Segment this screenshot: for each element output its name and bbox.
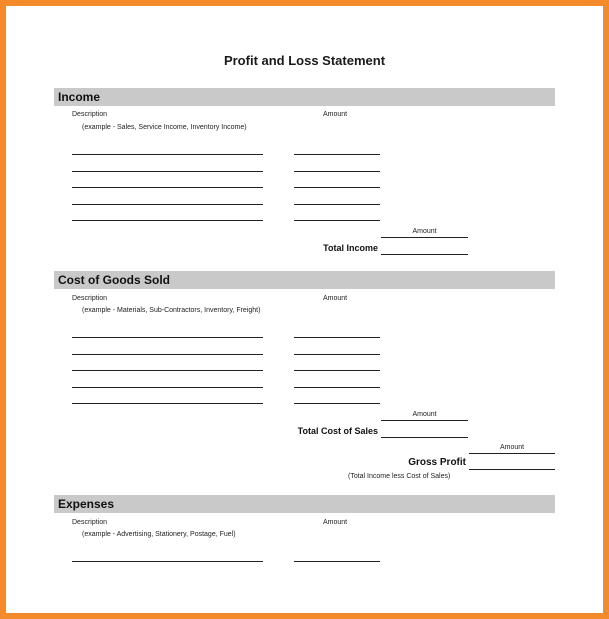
expenses-description-label: Description	[72, 519, 108, 526]
income-amount-line[interactable]	[294, 171, 380, 172]
gross-profit-note: (Total Income less Cost of Sales)	[348, 473, 451, 480]
cogs-amount-line[interactable]	[294, 387, 380, 388]
expenses-section-header	[54, 495, 555, 513]
cogs-subtotal-line	[381, 420, 468, 421]
cogs-subtotal-amount-label: Amount	[412, 411, 437, 418]
cogs-description-line[interactable]	[72, 337, 263, 338]
income-example-text: (example - Sales, Service Income, Inventory Income)	[82, 124, 247, 131]
gross-profit-amount-label: Amount	[499, 444, 525, 451]
cogs-description-line[interactable]	[72, 387, 263, 388]
cogs-amount-line[interactable]	[294, 403, 380, 404]
income-description-line[interactable]	[72, 171, 263, 172]
income-subtotal-amount-label: Amount	[412, 228, 437, 235]
income-heading: Income	[58, 90, 101, 104]
total-income-label: Total Income	[323, 243, 378, 253]
cogs-amount-label: Amount	[323, 295, 348, 302]
expenses-description-line[interactable]	[72, 561, 263, 562]
expenses-heading: Expenses	[58, 497, 115, 511]
cogs-description-line[interactable]	[72, 370, 263, 371]
income-amount-line[interactable]	[294, 204, 380, 205]
cogs-example-text: (example - Materials, Sub-Contractors, Inventory, Freight)	[82, 307, 261, 314]
expenses-example-text: (example - Advertising, Stationery, Postage, Fuel)	[82, 531, 236, 538]
gross-profit-top-line	[469, 453, 555, 454]
gross-profit-line[interactable]	[469, 469, 555, 470]
cogs-description-line[interactable]	[72, 354, 263, 355]
cogs-amount-line[interactable]	[294, 337, 380, 338]
page-title: Profit and Loss Statement	[223, 53, 386, 68]
income-amount-label: Amount	[323, 111, 348, 118]
total-income-line[interactable]	[381, 254, 468, 255]
income-amount-line[interactable]	[294, 154, 380, 155]
income-description-line[interactable]	[72, 220, 263, 221]
income-section-header	[54, 88, 555, 106]
income-amount-line[interactable]	[294, 187, 380, 188]
cogs-amount-line[interactable]	[294, 370, 380, 371]
expenses-amount-line[interactable]	[294, 561, 380, 562]
expenses-amount-label: Amount	[323, 519, 348, 526]
total-cost-of-sales-line[interactable]	[381, 437, 468, 438]
cogs-amount-line[interactable]	[294, 354, 380, 355]
income-description-line[interactable]	[72, 154, 263, 155]
income-subtotal-line	[381, 237, 468, 238]
cogs-section-header	[54, 271, 555, 289]
income-description-line[interactable]	[72, 187, 263, 188]
gross-profit-label: Gross Profit	[408, 457, 466, 468]
cogs-heading: Cost of Goods Sold	[58, 273, 170, 287]
cogs-description-label: Description	[72, 295, 108, 302]
income-description-line[interactable]	[72, 204, 263, 205]
income-description-label: Description	[72, 111, 108, 118]
income-amount-line[interactable]	[294, 220, 380, 221]
total-cost-of-sales-label: Total Cost of Sales	[297, 426, 378, 436]
cogs-description-line[interactable]	[72, 403, 263, 404]
